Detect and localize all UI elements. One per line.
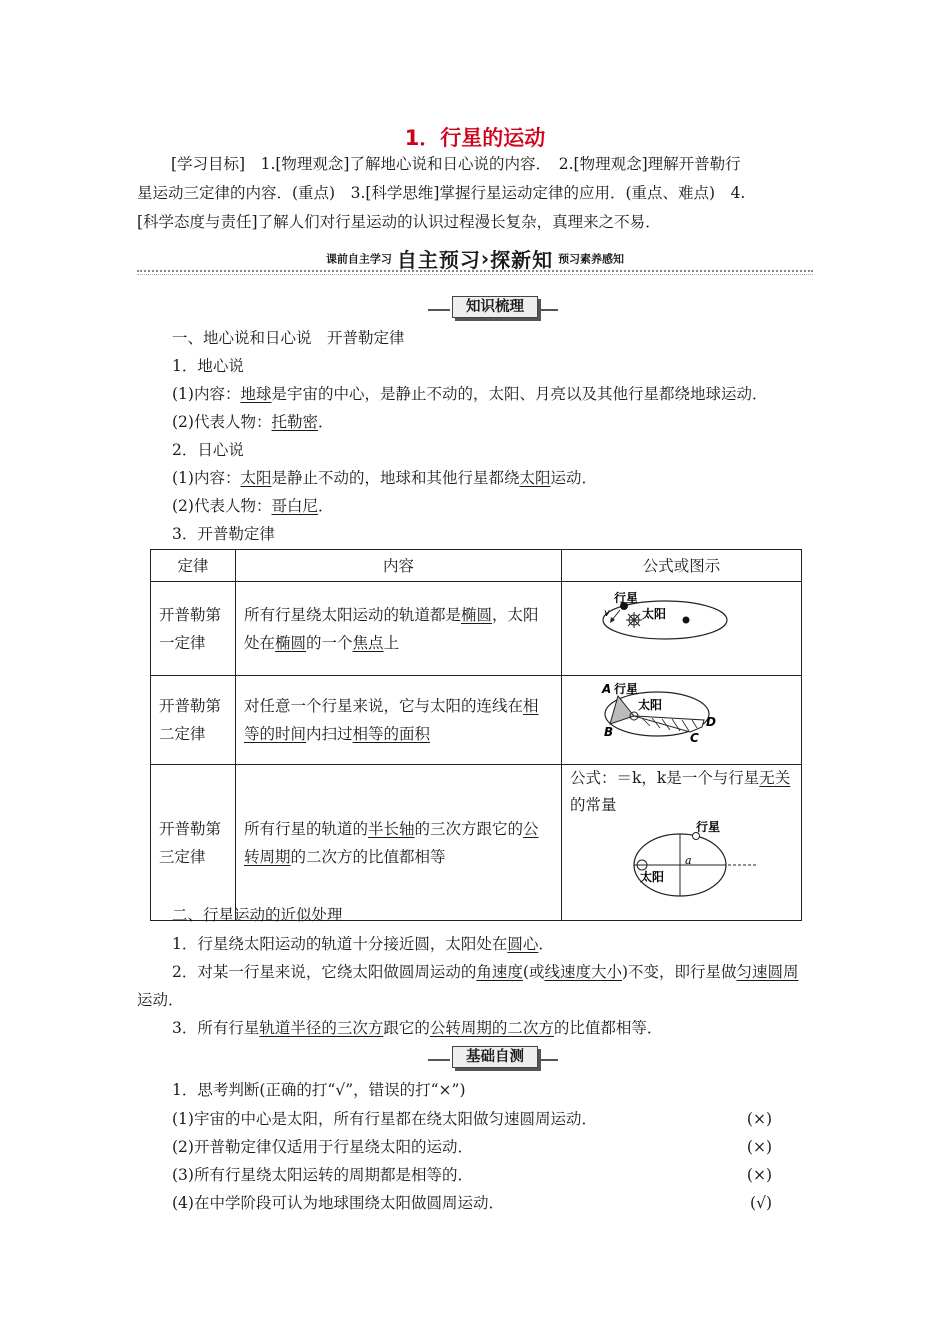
- th-content: 内容: [236, 550, 562, 582]
- section-banner: [137, 244, 813, 280]
- banner-main: 自主预习: [396, 248, 481, 272]
- law1-name: 开普勒第一定律: [151, 582, 236, 676]
- s1-geo-person: (2)代表人物：托勒密．: [172, 413, 334, 431]
- law3-formula: 公式：＝k，k是一个与行星无关的常量 行星 太阳 a: [562, 765, 802, 921]
- th-formula: 公式或图示: [562, 550, 802, 582]
- s2-point-2-cont: 运动．: [137, 991, 184, 1009]
- banner-arrow-icon: ›: [480, 246, 491, 271]
- law3-content: 所有行星的轨道的半长轴的三次方跟它的公转周期的二次方的比值都相等: [236, 765, 562, 921]
- banner-right: 预习素养感知: [558, 252, 625, 266]
- goals-line-1: [学习目标] 1.[物理观念]了解地心说和日心说的内容． 2.[物理观念]理解开普勒行: [171, 155, 741, 173]
- svg-text:C: C: [690, 731, 699, 745]
- svg-text:v: v: [604, 608, 610, 619]
- quiz-item: (1)宇宙的中心是太阳，所有行星都在绕太阳做匀速圆周运动． (×): [172, 1110, 772, 1128]
- semi-major-axis-diagram: [570, 819, 766, 911]
- law3-name: 开普勒第三定律: [151, 765, 236, 921]
- law1-content: 所有行星绕太阳运动的轨道都是椭圆，太阳处在椭圆的一个焦点上: [236, 582, 562, 676]
- quiz-heading: 1．思考判断(正确的打“√”，错误的打“×”): [172, 1081, 466, 1099]
- svg-text:行星: 行星: [614, 682, 639, 696]
- s1-heading: 一、地心说和日心说 开普勒定律: [172, 329, 405, 347]
- s1-helio-person: (2)代表人物：哥白尼．: [172, 497, 334, 515]
- table-row: [151, 582, 802, 676]
- table-row: [151, 765, 802, 921]
- law2-figure: [562, 676, 802, 765]
- learning-goals: [137, 150, 813, 237]
- quiz-item: (2)开普勒定律仅适用于行星绕太阳的运动． (×): [172, 1138, 772, 1156]
- ellipse-orbit-diagram: [562, 582, 768, 666]
- law2-name: 开普勒第二定律: [151, 676, 236, 765]
- banner-left: 课前自主学习: [325, 252, 392, 266]
- svg-text:行星: 行星: [696, 820, 721, 834]
- s1-kepler: 3．开普勒定律: [172, 525, 275, 543]
- law2-content: 对任意一个行星来说，它与太阳的连线在相等的时间内扫过相等的面积: [236, 676, 562, 765]
- table-row: [151, 676, 802, 765]
- s1-geo-content: (1)内容：地球是宇宙的中心，是静止不动的，太阳、月亮以及其他行星都绕地球运动．: [172, 385, 768, 403]
- banner-main-2: 探新知: [490, 248, 554, 272]
- kepler-table: [150, 549, 802, 921]
- goals-line-3: [科学态度与责任]了解人们对行星运动的认识过程漫长复杂，真理来之不易．: [137, 213, 661, 231]
- goals-line-2: 星运动三定律的内容．(重点) 3.[科学思维]掌握行星运动定律的应用．(重点、难点) 4.: [137, 184, 746, 202]
- s2-point-2: 2．对某一行星来说，它绕太阳做圆周运动的角速度(或线速度大小)不变，即行星做匀速圆周: [172, 963, 799, 981]
- s2-point-3: 3．所有行星轨道半径的三次方跟它的公转周期的二次方的比值都相等．: [172, 1019, 663, 1037]
- s2-heading: 二、行星运动的近似处理: [172, 906, 343, 924]
- s1-helio: 2．日心说: [172, 441, 244, 459]
- svg-text:太阳: 太阳: [642, 607, 667, 621]
- svg-text:D: D: [706, 715, 716, 729]
- quiz-item: (4)在中学阶段可认为地球围绕太阳做圆周运动． (√): [172, 1194, 772, 1212]
- tag-knowledge: 知识梳理: [428, 296, 558, 318]
- s2-point-1: 1．行星绕太阳运动的轨道十分接近圆，太阳处在圆心．: [172, 935, 554, 953]
- s1-geo: 1．地心说: [172, 357, 244, 375]
- equal-area-diagram: [562, 676, 768, 755]
- s1-helio-content: (1)内容：太阳是静止不动的，地球和其他行星都绕太阳运动．: [172, 469, 598, 487]
- svg-text:B: B: [604, 725, 614, 739]
- svg-text:行星: 行星: [614, 591, 639, 605]
- svg-text:a: a: [685, 854, 692, 867]
- page-title: 1．行星的运动: [404, 126, 546, 150]
- th-law: 定律: [151, 550, 236, 582]
- tag-self-test: 基础自测: [428, 1046, 558, 1068]
- svg-text:A: A: [602, 682, 612, 696]
- svg-text:太阳: 太阳: [638, 698, 663, 712]
- quiz-item: (3)所有行星绕太阳运转的周期都是相等的． (×): [172, 1166, 772, 1184]
- law1-figure: [562, 582, 802, 676]
- svg-text:太阳: 太阳: [640, 870, 665, 884]
